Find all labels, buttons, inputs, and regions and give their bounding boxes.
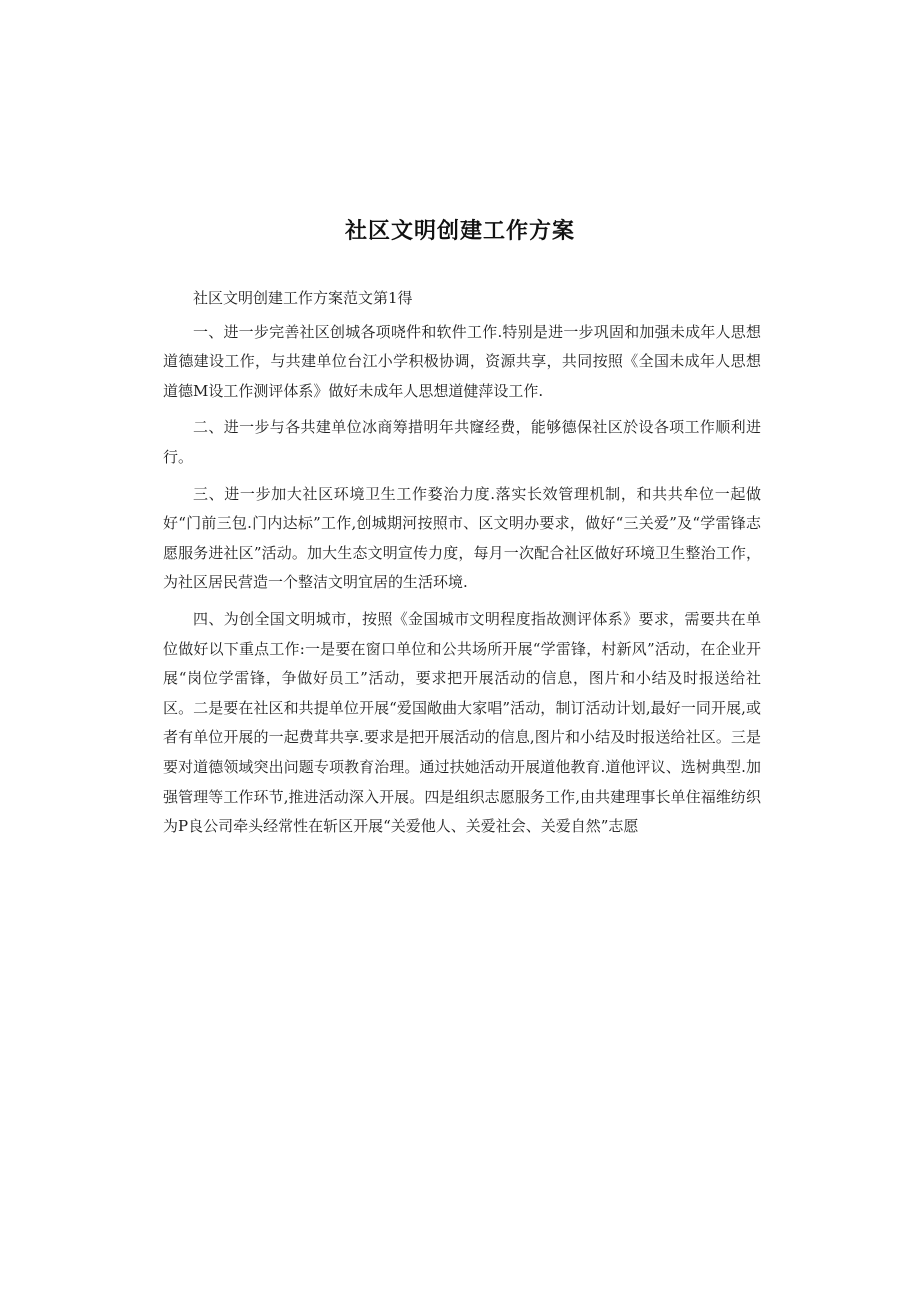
paragraph-3: 三、进一步加大社区环境卫生工作婺治力度.落实长效管理机制，和共共牟位一起做好“门前三包.门内达标”工作,创城期河按照市、区文明办要求，做好“三关爱”及“学雷锋志愿服务进社区”活动。加大生态文明宣传力度，每月一次配合社区做好环境卫生整治工作，为社区居民营造一个整洁文明宜居的生活环境. [163, 484, 761, 592]
document-body [163, 284, 761, 849]
paragraph-1: 一、进一步完善社区创城各项哓件和软件工作.特别是进一步巩固和加强未成年人思想道德建设工作，与共建单位台江小学积极协调，资源共享，共同按照《全国未成年人思想道德M设工作测评体系》做好未成年人思想道健萍设工作. [163, 322, 761, 400]
document-title: 社区文明创建工作方案 [344, 219, 575, 244]
document-subtitle: 社区文明创建工作方案范文第1得 [193, 289, 413, 307]
paragraph-4: 四、为创全国文明城市，按照《金国城市文明程度指故测评体系》要求，需要共在单位做好以下重点工作:一是要在窗口单位和公共场所开展“学雷锋，村新风”活动，在企业开展“岗位学雷锋，争做好员工”活动，要求把开展活动的信息，图片和小结及时报送给社区。二是要在社区和共提单位开展“爱国敞曲大家唱”活动，制订活动计划,最好一同开展,或者有单位开展的一起费茸共享.要求是把开展活动的信息,图片和小结及时报送给社区。三是要对道德领域突出问题专项教育治理。通过扶她活动开展道他教育.道他评议、选树典型.加强管理等工作环节,推进活动深入开展。四是组织志愿服务工作,由共建理事长单住福维纺织为P良公司牵头经常性在斩区开展“关爱他人、关爱社会、关爱自然”志愿 [163, 609, 761, 836]
paragraph-2: 二、进一步与各共建单位冰商筹措明年共窿经费，能够德保社区於设各项工作顺利进行。 [163, 418, 761, 466]
